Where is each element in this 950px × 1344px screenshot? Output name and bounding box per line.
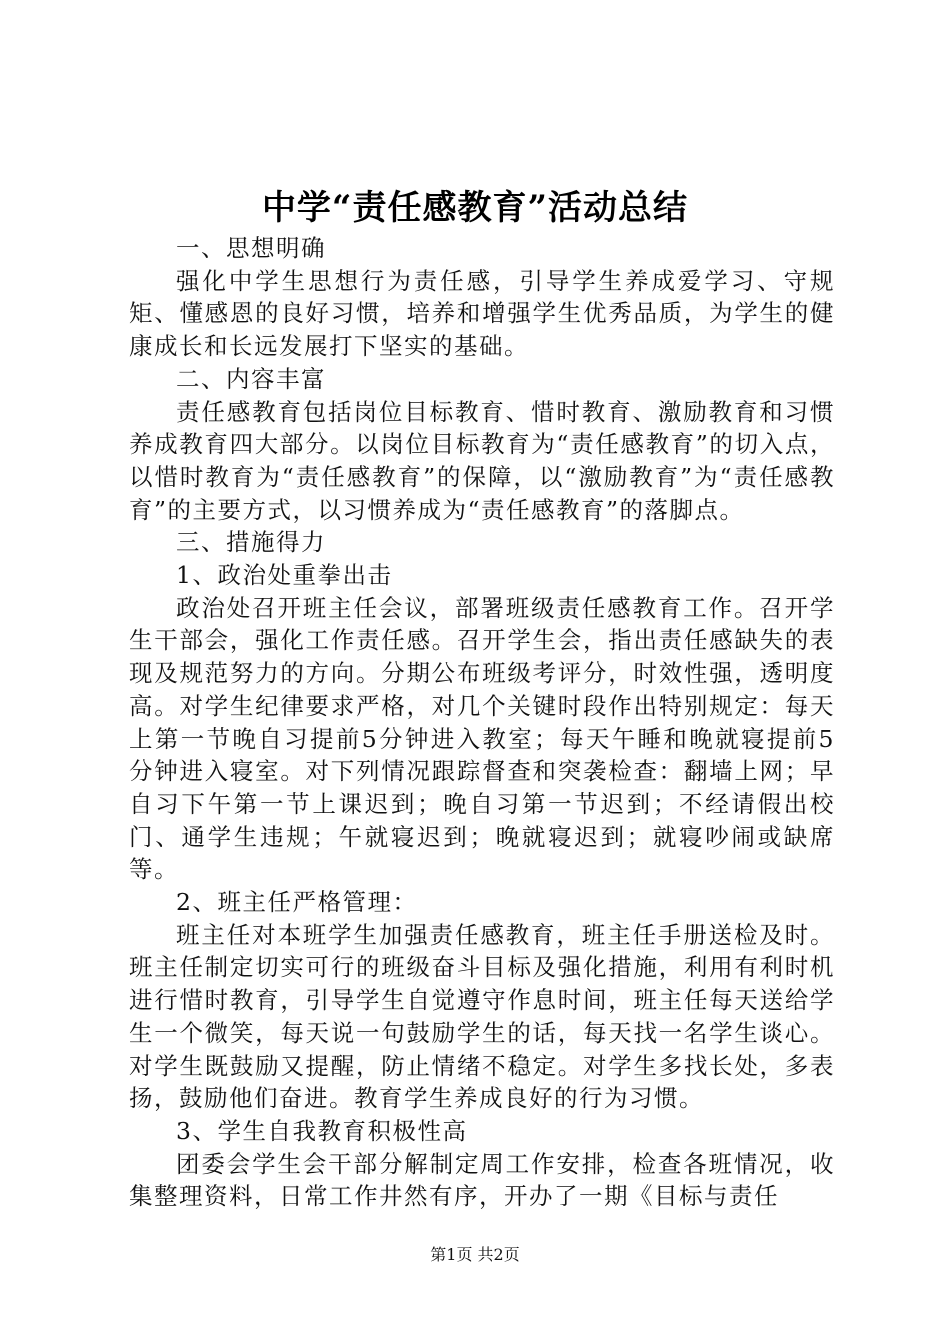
subsection-heading: 1、政治处重拳出击 [176,561,393,590]
section-heading: 三、措施得力 [176,528,326,557]
subsection-heading: 3、学生自我教育积极性高 [176,1116,468,1145]
section-heading: 二、内容丰富 [176,364,326,393]
body-paragraph: 强化中学生思想行为责任感，引导学生养成爱学习、守规矩、懂感恩的良好习惯，培养和增强学生优秀品质，为学生的健康成长和长远发展打下坚实的基础。 [129,266,835,361]
page-number-footer: 第1页 共2页 [430,1245,520,1264]
subsection-heading: 2、班主任严格管理： [176,888,418,917]
document-body [129,232,835,1213]
body-paragraph: 政治处召开班主任会议，部署班级责任感教育工作。召开学生干部会，强化工作责任感。召开学生会，指出责任感缺失的表现及规范努力的方向。分期公布班级考评分，时效性强，透明度高。对学生纪律要求严格，对几个关键时段作出特别规定：每天上第一节晚自习提前5分钟进入教室；每天午睡和晚就寝提前5分钟进入寝室。对下列情况跟踪督查和突袭检查：翻墙上网；早自习下午第一节上课迟到；晚自习第一节迟到；不经请假出校门、通学生违规；午就寝迟到；晚就寝迟到；就寝吵闹或缺席等。 [129,593,835,884]
body-paragraph: 团委会学生会干部分解制定周工作安排，检查各班情况，收集整理资料，日常工作井然有序，开办了一期《目标与责任 [129,1149,835,1211]
body-paragraph: 班主任对本班学生加强责任感教育，班主任手册送检及时。班主任制定切实可行的班级奋斗目标及强化措施，利用有利时机进行惜时教育，引导学生自觉遵守作息时间，班主任每天送给学生一个微笑，每天说一句鼓励学生的话，每天找一名学生谈心。对学生既鼓励又提醒，防止情绪不稳定。对学生多找长处，多表扬，鼓励他们奋进。教育学生养成良好的行为习惯。 [129,920,835,1113]
section-heading: 一、思想明确 [176,234,326,262]
body-paragraph: 责任感教育包括岗位目标教育、惜时教育、激励教育和习惯养成教育四大部分。以岗位目标教育为“责任感教育”的切入点，以惜时教育为“责任感教育”的保障，以“激励教育”为“责任感教育”的主要方式，以习惯养成为“责任感教育”的落脚点。 [129,397,835,524]
document-title: 中学“责任感教育”活动总结 [261,188,689,228]
